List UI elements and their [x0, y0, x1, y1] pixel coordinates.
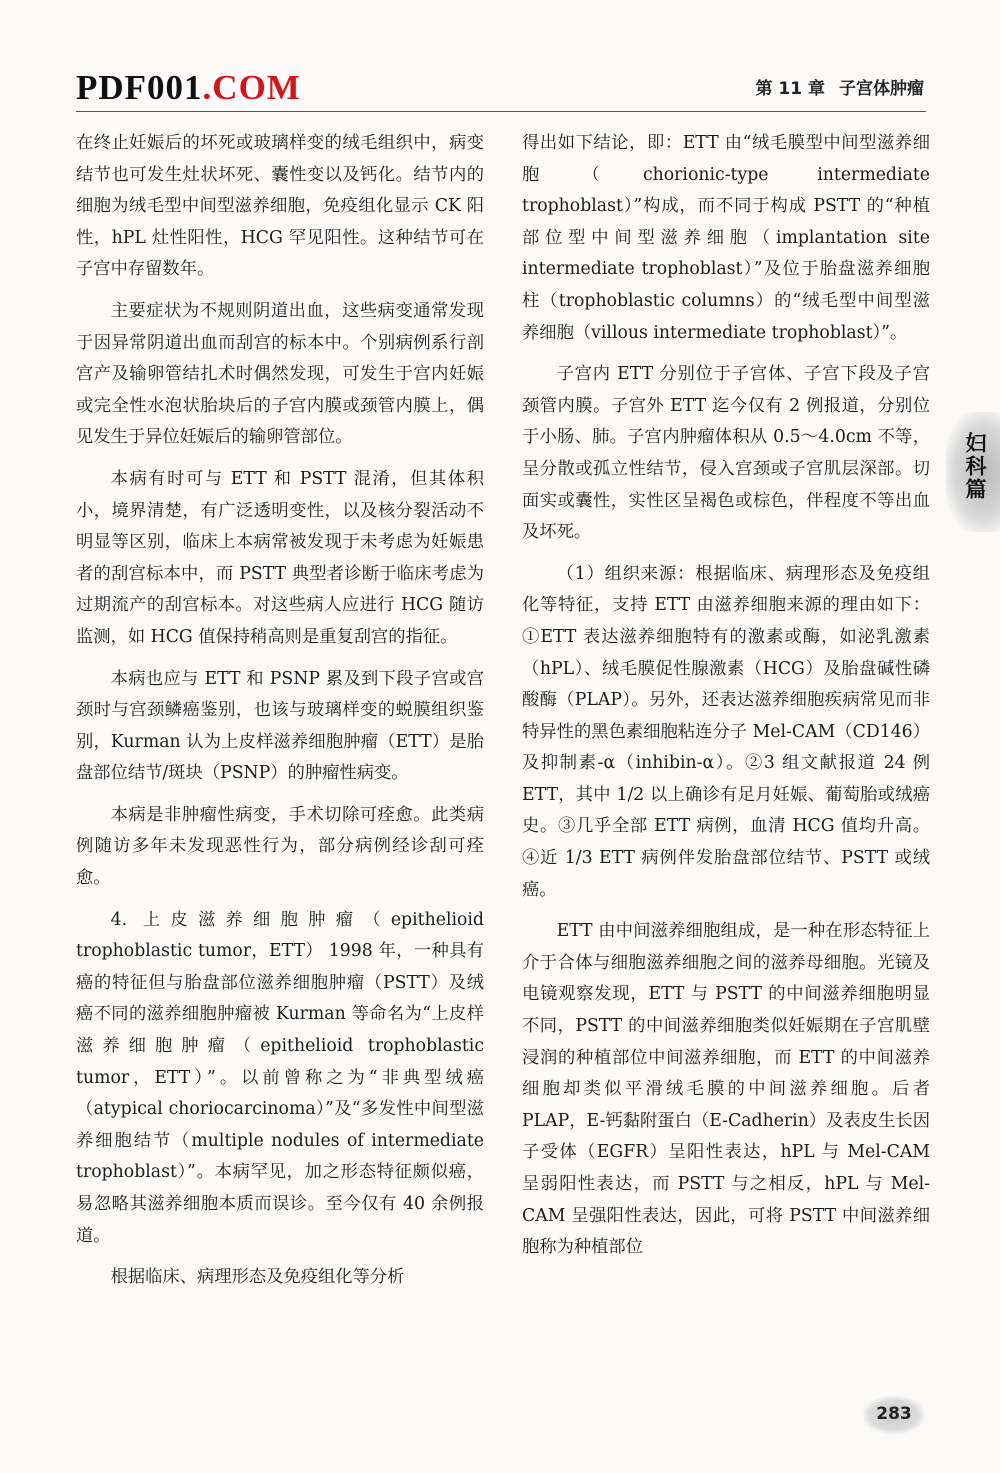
- left-column: [76, 128, 484, 1304]
- chapter-title: 子宫体肿瘤: [839, 79, 924, 99]
- chapter-number: 第 11 章: [755, 79, 825, 99]
- site-logo: PDF001.COM: [76, 68, 301, 107]
- paragraph: ETT 由中间滋养细胞组成，是一种在形态特征上介于合体与细胞滋养细胞之间的滋养母细胞。光镜及电镜观察发现，ETT 与 PSTT 的中间滋养细胞明显不同，PSTT 的中间滋养细胞类似妊娠期在子宫肌壁浸润的种植部位中间滋养细胞，而 ETT 的中间滋养细胞却类似平滑绒毛膜的中间滋养细胞。后者 PLAP，E-钙黏附蛋白（E-Cadherin）及表皮生长因子受体（EGFR）呈阳性表达，hPL 与 Mel-CAM 呈弱阳性表达，而 PSTT 与之相反，hPL 与 Mel-CAM 呈强阳性表达，因此，可将 PSTT 中间滋养细胞称为种植部位: [522, 921, 930, 1258]
- paragraph: 主要症状为不规则阴道出血，这些病变通常发现于因异常阴道出血而刮宫的标本中。个别病例系行剖宫产及输卵管结扎术时偶然发现，可发生于宫内妊娠或完全性水泡状胎块后的子宫内膜或颈管内膜上，偶见发生于异位妊娠后的输卵管部位。: [76, 300, 484, 448]
- section-heading-paragraph: 4. 上皮滋养细胞肿瘤（epithelioid trophoblastic tumor，ETT） 1998 年，一种具有癌的特征但与胎盘部位滋养细胞肿瘤（PSTT）及绒癌不同的滋养细胞肿瘤被 Kurman 等命名为“上皮样滋养细胞肿瘤（epithelioid trophoblastic tumor，ETT）”。以前曾称之为“非典型绒癌（atypical choriocarcinoma）”及“多发性中间型滋养细胞结节（multiple nodules of intermediate trophoblast）”。本病罕见，加之形态特征颇似癌，易忽略其滋养细胞本质而误诊。至今仅有 40 余例报道。: [76, 909, 484, 1246]
- paragraph: 根据临床、病理形态及免疫组化等分析: [110, 1267, 405, 1288]
- paragraph: 本病是非肿瘤性病变，手术切除可痊愈。此类病例随访多年未发现恶性行为，部分病例经诊刮可痊愈。: [76, 804, 484, 889]
- section-tab-label: 妇科篇: [963, 432, 987, 501]
- paragraph: 本病有时可与 ETT 和 PSTT 混淆，但其体积小，境界清楚，有广泛透明变性，以及核分裂活动不明显等区别，临床上本病常被发现于未考虑为妊娠患者的刮宫标本中，而 PSTT 典型者诊断于临床考虑为过期流产的刮宫标本。对这些病人应进行 HCG 随访监测，如 HCG 值保持稍高则是重复刮宫的指征。: [76, 468, 484, 647]
- right-column: [522, 128, 930, 1274]
- paragraph: 子宫内 ETT 分别位于子宫体、子宫下段及子宫颈管内膜。子宫外 ETT 迄今仅有 2 例报道，分别位于小肠、肺。子宫内肿瘤体积从 0.5～4.0cm 不等，呈分散或孤立性结节，侵入宫颈或子宫肌层深部。切面实或囊性，实性区呈褐色或棕色，伴程度不等出血及坏死。: [522, 364, 930, 543]
- paragraph: 本病也应与 ETT 和 PSNP 累及到下段子宫或宫颈时与宫颈鳞癌鉴别，也该与玻璃样变的蜕膜组织鉴别，Kurman 认为上皮样滋养细胞肿瘤（ETT）是胎盘部位结节/斑块（PSNP）的肿瘤性病变。: [76, 668, 484, 784]
- header-divider: [76, 111, 926, 112]
- page-number: 283: [876, 1404, 912, 1424]
- running-header: [742, 74, 925, 99]
- paragraph: 在终止妊娠后的坏死或玻璃样变的绒毛组织中，病变结节也可发生灶状坏死、囊性变以及钙化。结节内的细胞为绒毛型中间型滋养细胞，免疫组化显示 CK 阳性，hPL 灶性阳性，HCG 罕见阳性。这种结节可在子宫中存留数年。: [76, 133, 484, 280]
- page-number-badge: [863, 1396, 925, 1434]
- paragraph: （1）组织来源：根据临床、病理形态及免疫组化等特征，支持 ETT 由滋养细胞来源的理由如下：①ETT 表达滋养细胞特有的激素或酶，如泌乳激素（hPL）、绒毛膜促性腺激素（HCG）及胎盘碱性磷酸酶（PLAP）。另外，还表达滋养细胞疾病常见而非特异性的黑色素细胞粘连分子 Mel-CAM（CD146）及抑制素-α（inhibin-α）。②3 组文献报道 24 例 ETT，其中 1/2 以上确诊有足月妊娠、葡萄胎或绒癌史。③几乎全部 ETT 病例，血清 HCG 值均升高。④近 1/3 ETT 病例伴发胎盘部位结节、PSTT 或绒癌。: [522, 563, 930, 900]
- paragraph: 得出如下结论，即：ETT 由“绒毛膜型中间型滋养细胞（chorionic-type intermediate trophoblast）”构成，而不同于构成 PSTT 的“种植部位型中间型滋养细胞（implantation site intermediate trophoblast）”及位于胎盘滋养细胞柱（trophoblastic columns）的“绒毛型中间型滋养细胞（villous intermediate trophoblast）”。: [522, 133, 930, 343]
- section-tab: [946, 412, 1000, 532]
